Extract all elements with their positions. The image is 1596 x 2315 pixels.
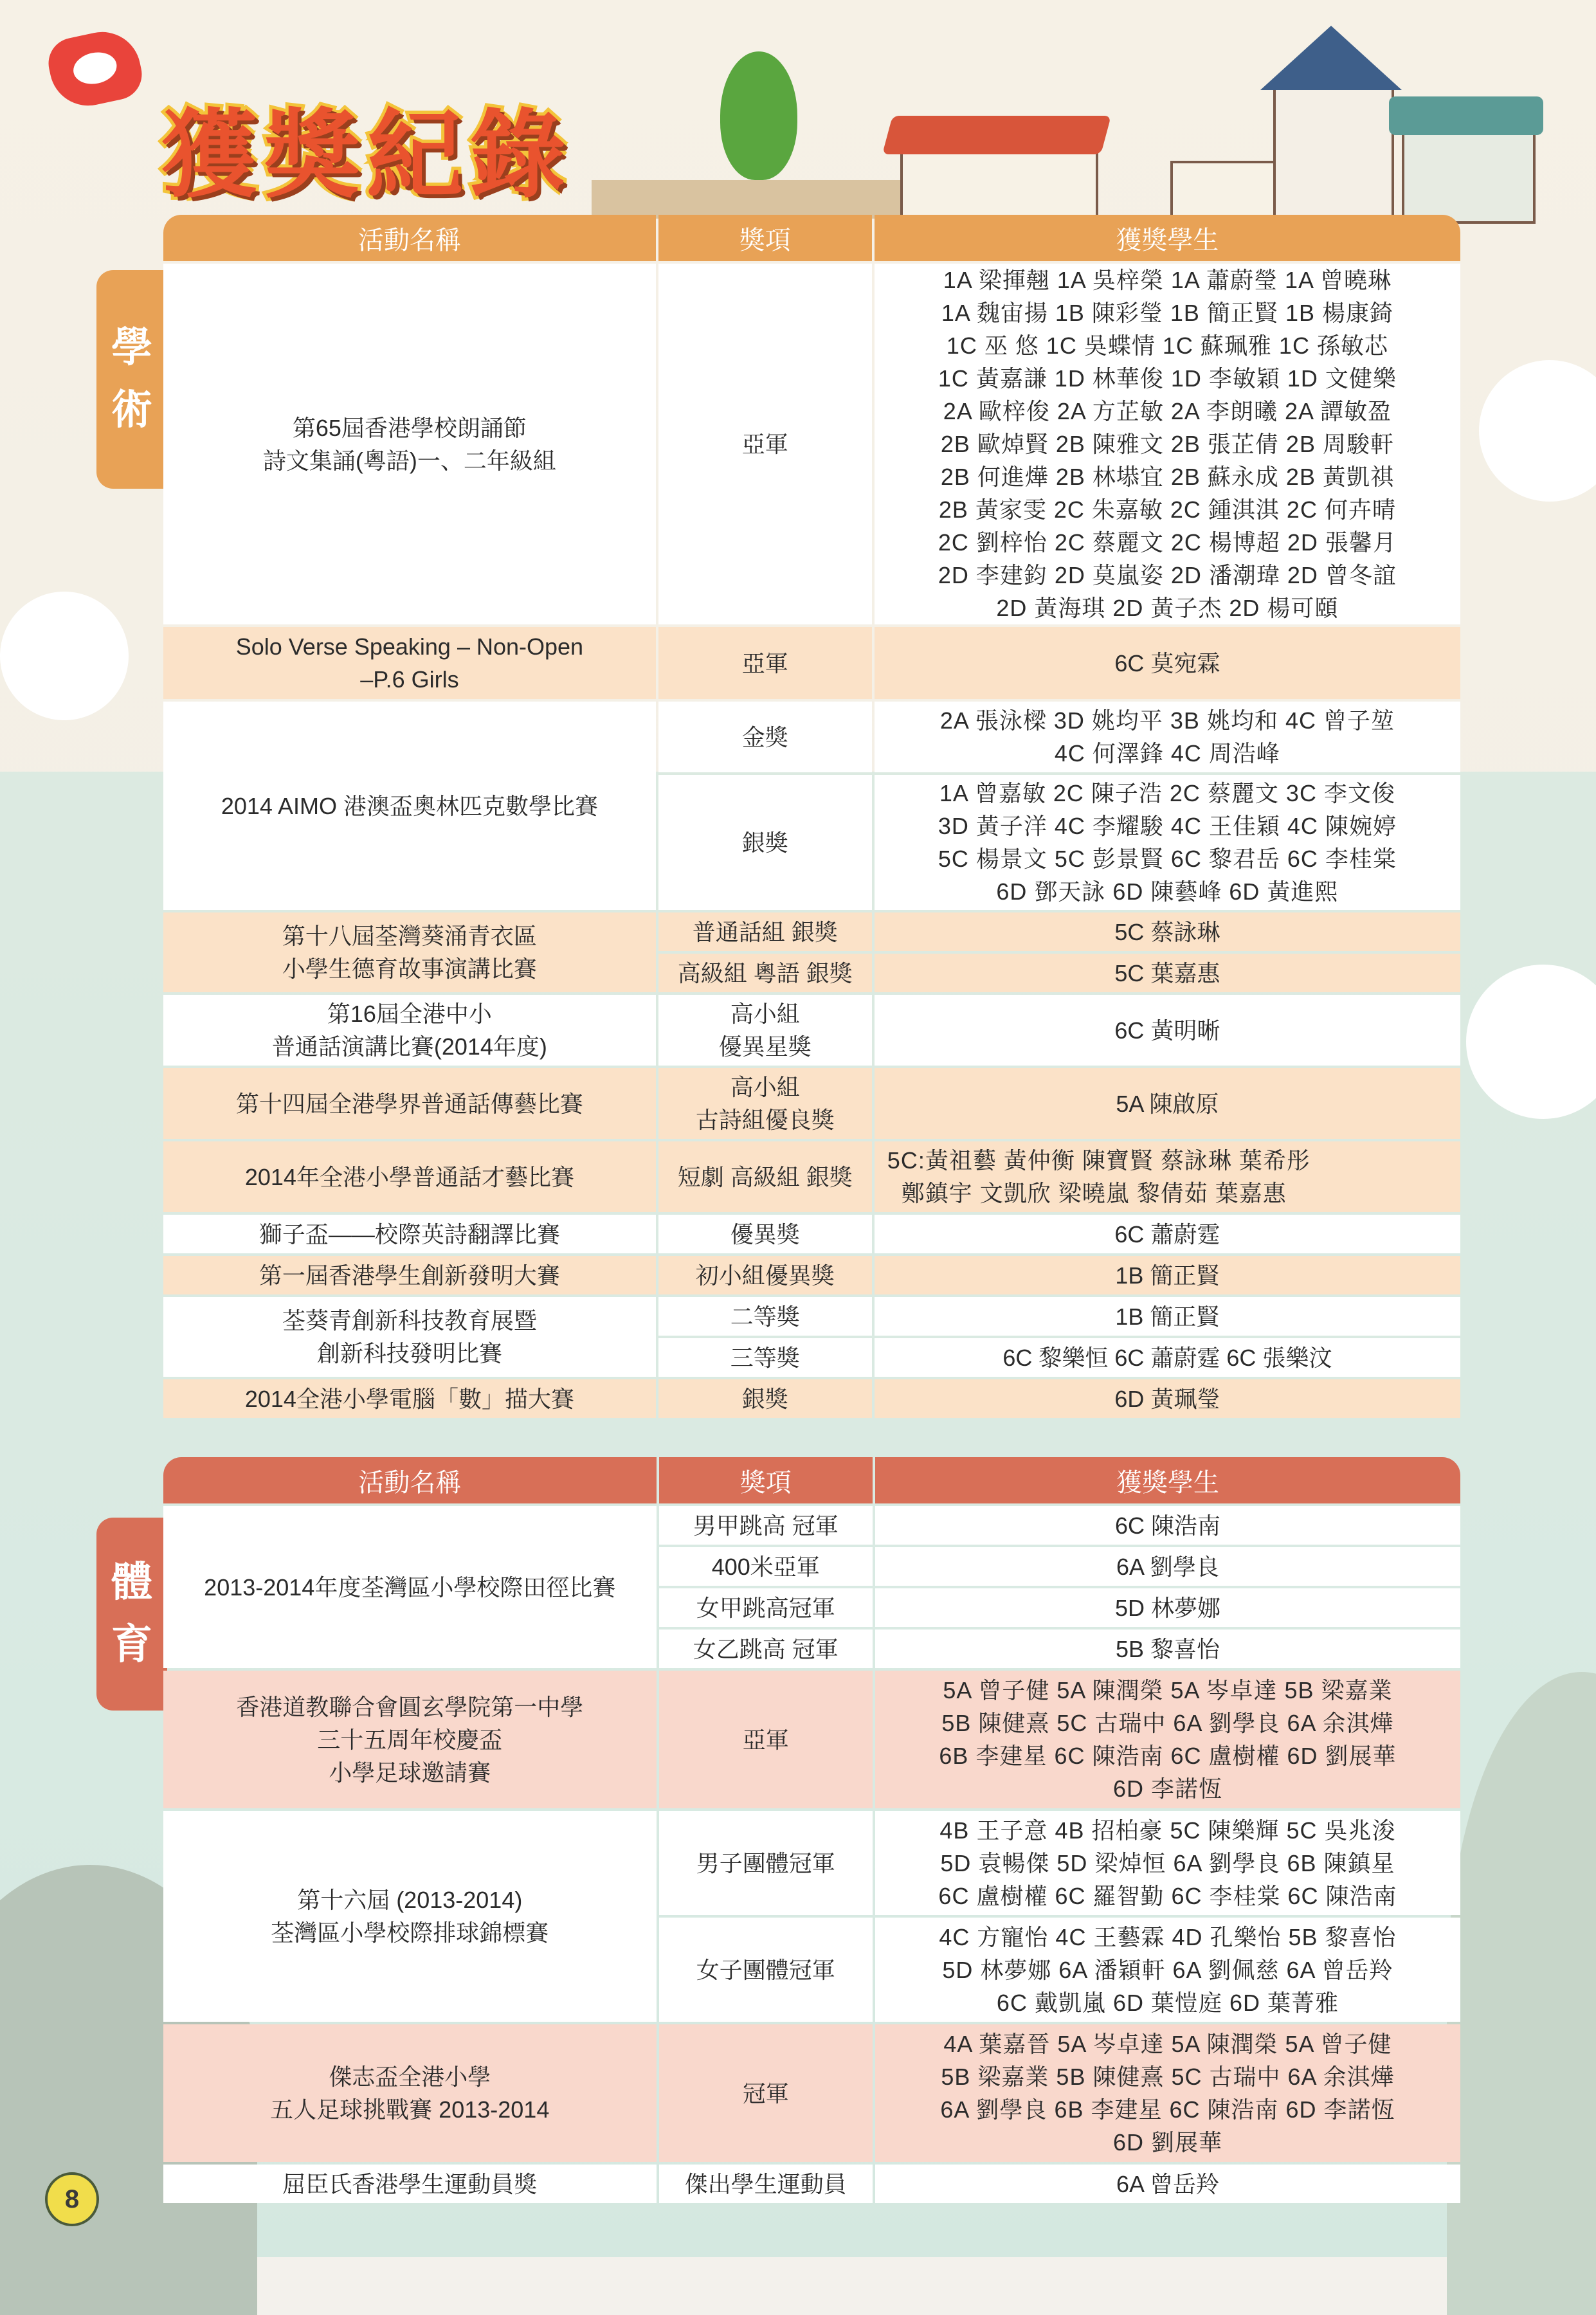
tree-icon bbox=[720, 51, 797, 180]
award-cell: 普通話組 銀獎 bbox=[658, 912, 872, 951]
activity-cell: 第十四屆全港學界普通話傳藝比賽 bbox=[163, 1068, 656, 1139]
award-cell: 400米亞軍 bbox=[659, 1547, 873, 1586]
roof-icon bbox=[1389, 96, 1543, 135]
table-header-row bbox=[163, 215, 1460, 261]
award-cell: 冠軍 bbox=[659, 2024, 873, 2162]
academic-awards-table bbox=[161, 212, 1463, 1421]
activity-cell: 第65屆香港學校朗誦節 詩文集誦(粵語)一、二年級組 bbox=[163, 264, 656, 624]
students-cell: 5C:黃祖藝 黃仲衡 陳寶賢 蔡詠琳 葉希彤 鄭鎮宇 文凱欣 梁曉嵐 黎倩茹 葉嘉惠 bbox=[875, 1141, 1460, 1212]
sports-section-tab bbox=[96, 1518, 167, 1711]
column-header-award: 獎項 bbox=[659, 1457, 873, 1503]
house-icon bbox=[1402, 129, 1536, 224]
house-icon bbox=[1273, 84, 1394, 224]
column-header-activity: 活動名稱 bbox=[163, 215, 656, 261]
students-cell: 5A 陳啟原 bbox=[875, 1068, 1460, 1139]
students-cell: 1A 梁揮翹 1A 吳梓榮 1A 蕭蔚瑩 1A 曾曉琳 1A 魏宙揚 1B 陳彩瑩 1B 簡正賢 1B 楊康錡 1C 巫 悠 1C 吳蝶情 1C 蘇珮雅 1C 孫敏芯 1C 黃嘉謙 1D 林華俊 1D 李敏穎 1D 文健樂 2A 歐梓俊 2A 方芷敏 2A 李朗曦 2A 譚敏盈 2B 歐焯賢 2B 陳雅文 2B 張芷倩 2B 周駿軒 2B 何進燁 2B 林塨宜 2B 蘇永成 2B 黃凱祺 2B 黃家雯 2C 朱嘉敏 2C 鍾淇淇 2C 何卉晴 2C 劉梓怡 2C 蔡麗文 2C 楊博超 2D 張馨月 2D 李建鈞 2D 莫嵐姿 2D 潘潮瑋 2D 曾冬誼 2D 黃海琪 2D 黃子杰 2D 楊可頤 bbox=[875, 264, 1460, 624]
students-cell: 5C 葉嘉惠 bbox=[875, 954, 1460, 992]
award-cell: 高小組 古詩組優良獎 bbox=[658, 1068, 872, 1139]
students-cell: 5A 曾子健 5A 陳潤榮 5A 岑卓達 5B 梁嘉業 5B 陳健熹 5C 古瑞中 6A 劉學良 6A 余淇燁 6B 李建星 6C 陳浩南 6C 盧樹權 6D 劉展華 6D 李諾恆 bbox=[875, 1671, 1460, 1808]
tab-character: 育 bbox=[111, 1621, 152, 1669]
activity-cell: 第十六屆 (2013-2014) 荃灣區小學校際排球錦標賽 bbox=[163, 1811, 657, 2022]
award-cell: 女子團體冠軍 bbox=[659, 1918, 873, 2022]
table-row bbox=[163, 702, 1460, 772]
students-cell: 6C 蕭蔚霆 bbox=[875, 1215, 1460, 1253]
table-row bbox=[163, 1141, 1460, 1212]
table-row bbox=[163, 627, 1460, 699]
students-cell: 2A 張泳樑 3D 姚均平 3B 姚均和 4C 曾子堃 4C 何澤鋒 4C 周浩峰 bbox=[875, 702, 1460, 772]
award-cell: 二等獎 bbox=[658, 1297, 872, 1336]
students-cell: 6D 黃珮瑩 bbox=[875, 1379, 1460, 1418]
activity-cell: Solo Verse Speaking – Non-Open –P.6 Girls bbox=[163, 627, 656, 699]
students-cell: 6C 莫宛霖 bbox=[875, 627, 1460, 699]
award-cell: 初小組優異獎 bbox=[658, 1256, 872, 1294]
table-row bbox=[163, 912, 1460, 951]
students-cell: 6A 曾岳羚 bbox=[875, 2165, 1460, 2203]
activity-cell: 2014全港小學電腦「數」描大賽 bbox=[163, 1379, 656, 1418]
award-cell: 銀獎 bbox=[658, 775, 872, 910]
activity-cell: 第16屆全港中小 普通話演講比賽(2014年度) bbox=[163, 995, 656, 1066]
award-cell: 高級組 粵語 銀獎 bbox=[658, 954, 872, 992]
award-cell: 金獎 bbox=[658, 702, 872, 772]
students-cell: 4A 葉嘉晉 5A 岑卓達 5A 陳潤榮 5A 曾子健 5B 梁嘉業 5B 陳健熹 5C 古瑞中 6A 余淇燁 6A 劉學良 6B 李建星 6C 陳浩南 6D 李諾恆 6D 劉展華 bbox=[875, 2024, 1460, 2162]
students-cell: 6C 黃明晰 bbox=[875, 995, 1460, 1066]
award-cell: 亞軍 bbox=[658, 264, 872, 624]
table-row bbox=[163, 1256, 1460, 1294]
activity-cell: 獅子盃——校際英詩翻譯比賽 bbox=[163, 1215, 656, 1253]
roof-icon bbox=[882, 116, 1111, 154]
students-cell: 1B 簡正賢 bbox=[875, 1297, 1460, 1336]
tab-character: 術 bbox=[111, 386, 152, 434]
students-cell: 4C 方寵怡 4C 王藝霖 4D 孔樂怡 5B 黎喜怡 5D 林夢娜 6A 潘穎軒 6A 劉佩慈 6A 曾岳羚 6C 戴凱嵐 6D 葉愷庭 6D 葉菁雅 bbox=[875, 1918, 1460, 2022]
award-cell: 亞軍 bbox=[659, 1671, 873, 1808]
award-cell: 三等獎 bbox=[658, 1338, 872, 1377]
students-cell: 1B 簡正賢 bbox=[875, 1256, 1460, 1294]
page-title: 獲獎紀錄 bbox=[161, 98, 573, 212]
tab-character: 體 bbox=[111, 1558, 152, 1607]
activity-cell: 2014 AIMO 港澳盃奧林匹克數學比賽 bbox=[163, 702, 656, 910]
column-header-students: 獲獎學生 bbox=[875, 1457, 1460, 1503]
table-row bbox=[163, 1811, 1460, 1915]
award-cell: 女乙跳高 冠軍 bbox=[659, 1630, 873, 1668]
column-header-students: 獲獎學生 bbox=[875, 215, 1460, 261]
column-header-award: 獎項 bbox=[658, 215, 872, 261]
roof-icon bbox=[1260, 26, 1402, 90]
activity-cell: 香港道教聯合會圓玄學院第一中學 三十五周年校慶盃 小學足球邀請賽 bbox=[163, 1671, 657, 1808]
table-row bbox=[163, 1215, 1460, 1253]
circle-decoration bbox=[0, 592, 129, 720]
activity-cell: 第一屆香港學生創新發明大賽 bbox=[163, 1256, 656, 1294]
table-row bbox=[163, 2165, 1460, 2203]
academic-section-tab bbox=[96, 270, 167, 489]
award-cell: 銀獎 bbox=[658, 1379, 872, 1418]
activity-cell: 2013-2014年度荃灣區小學校際田徑比賽 bbox=[163, 1506, 657, 1668]
table-row bbox=[163, 1297, 1460, 1336]
activity-cell: 2014年全港小學普通話才藝比賽 bbox=[163, 1141, 656, 1212]
students-cell: 4B 王子意 4B 招柏豪 5C 陳樂輝 5C 吳兆浚 5D 袁暢傑 5D 梁焯恒 6A 劉學良 6B 陳鎮星 6C 盧樹權 6C 羅智勤 6C 李桂棠 6C 陳浩南 bbox=[875, 1811, 1460, 1915]
activity-cell: 屈臣氏香港學生運動員獎 bbox=[163, 2165, 657, 2203]
award-cell: 男甲跳高 冠軍 bbox=[659, 1506, 873, 1545]
award-cell: 高小組 優異星獎 bbox=[658, 995, 872, 1066]
activity-cell: 傑志盃全港小學 五人足球挑戰賽 2013-2014 bbox=[163, 2024, 657, 2162]
award-cell: 亞軍 bbox=[658, 627, 872, 699]
students-cell: 1A 曾嘉敏 2C 陳子浩 2C 蔡麗文 3C 李文俊 3D 黃子洋 4C 李耀駿 4C 王佳穎 4C 陳婉婷 5C 楊景文 5C 彭景賢 6C 黎君岳 6C 李桂棠 6D 鄧天詠 6D 陳藝峰 6D 黃進熙 bbox=[875, 775, 1460, 910]
activity-cell: 第十八屆荃灣葵涌青衣區 小學生德育故事演講比賽 bbox=[163, 912, 656, 992]
table-row bbox=[163, 1379, 1460, 1418]
students-cell: 6C 黎樂恒 6C 蕭蔚霆 6C 張樂汶 bbox=[875, 1338, 1460, 1377]
students-cell: 6A 劉學良 bbox=[875, 1547, 1460, 1586]
table-header-row bbox=[163, 1457, 1460, 1503]
activity-cell: 荃葵青創新科技教育展暨 創新科技發明比賽 bbox=[163, 1297, 656, 1377]
table-row bbox=[163, 2024, 1460, 2162]
students-cell: 5B 黎喜怡 bbox=[875, 1630, 1460, 1668]
students-cell: 5D 林夢娜 bbox=[875, 1588, 1460, 1627]
award-cell: 傑出學生運動員 bbox=[659, 2165, 873, 2203]
award-cell: 優異獎 bbox=[658, 1215, 872, 1253]
table-row bbox=[163, 1671, 1460, 1808]
page-number: 8 bbox=[45, 2172, 99, 2226]
award-cell: 女甲跳高冠軍 bbox=[659, 1588, 873, 1627]
sports-awards-table bbox=[161, 1455, 1463, 2206]
students-cell: 6C 陳浩南 bbox=[875, 1506, 1460, 1545]
tab-character: 學 bbox=[111, 323, 152, 372]
table-row bbox=[163, 264, 1460, 624]
table-row bbox=[163, 995, 1460, 1066]
award-cell: 短劇 高級組 銀獎 bbox=[658, 1141, 872, 1212]
table-row bbox=[163, 1068, 1460, 1139]
column-header-activity: 活動名稱 bbox=[163, 1457, 657, 1503]
table-row bbox=[163, 1506, 1460, 1545]
students-cell: 5C 蔡詠琳 bbox=[875, 912, 1460, 951]
award-cell: 男子團體冠軍 bbox=[659, 1811, 873, 1915]
